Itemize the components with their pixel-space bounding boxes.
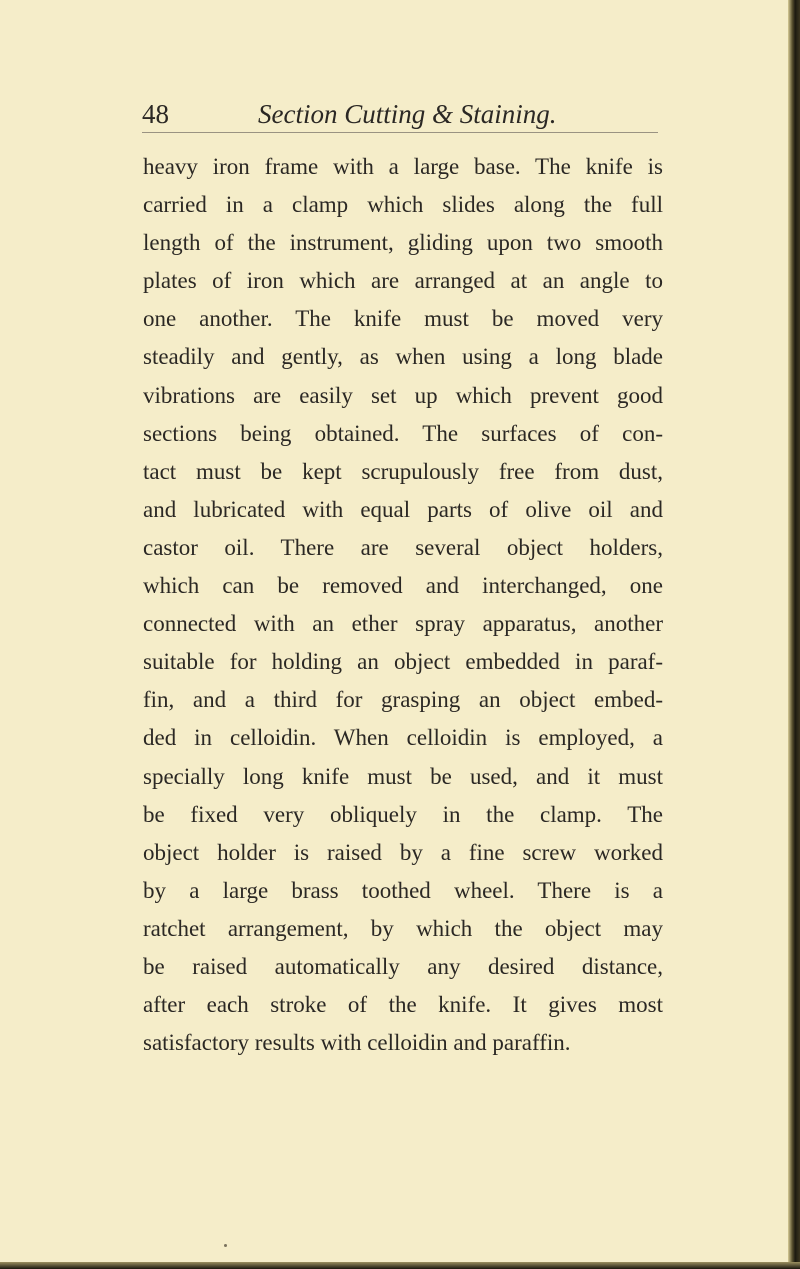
text-line: plates of iron which are arranged at an angle to [143,268,663,294]
text-line: by a large brass toothed wheel. There is a [143,877,663,903]
text-line: be raised automatically any desired distance, [143,953,663,979]
text-line: steadily and gently, as when using a long blade [143,344,663,370]
page-number: 48 [142,99,169,129]
text-line: and lubricated with equal parts of olive oil and [143,496,663,522]
text-line: suitable for holding an object embedded in paraf- [143,649,663,675]
text-line: satisfactory results with celloidin and paraffin. [143,1030,571,1056]
text-line: after each stroke of the knife. It gives most [143,992,663,1018]
text-line: connected with an ether spray apparatus, another [143,611,663,637]
text-line: ded in celloidin. When celloidin is employed, a [143,725,663,751]
text-line: carried in a clamp which slides along the full [143,192,663,218]
running-head [142,92,662,136]
text-line: fin, and a third for grasping an object embed- [143,687,663,713]
running-title: Section Cutting & Staining. [258,99,557,129]
text-line: sections being obtained. The surfaces of con- [143,420,663,446]
text-line: castor oil. There are several object holders, [143,534,663,560]
text-line: heavy iron frame with a large base. The knife is [143,154,663,179]
page-edge-shadow [788,0,800,1269]
text-line: specially long knife must be used, and it must [143,763,663,789]
text-line: ratchet arrangement, by which the object may [143,915,663,941]
text-line: which can be removed and interchanged, one [143,573,663,599]
text-line: length of the instrument, gliding upon two smooth [143,230,663,256]
text-line: be fixed very obliquely in the clamp. The [143,801,663,827]
body-paragraph [143,148,663,1062]
page-bottom-edge [0,1262,800,1269]
paper-speck [224,1244,227,1247]
text-line: tact must be kept scrupulously free from dust, [143,458,663,484]
text-line: one another. The knife must be moved very [143,306,663,332]
text-line: object holder is raised by a fine screw worked [143,839,663,865]
text-line: vibrations are easily set up which prevent good [143,382,663,408]
header-rule [142,132,658,133]
